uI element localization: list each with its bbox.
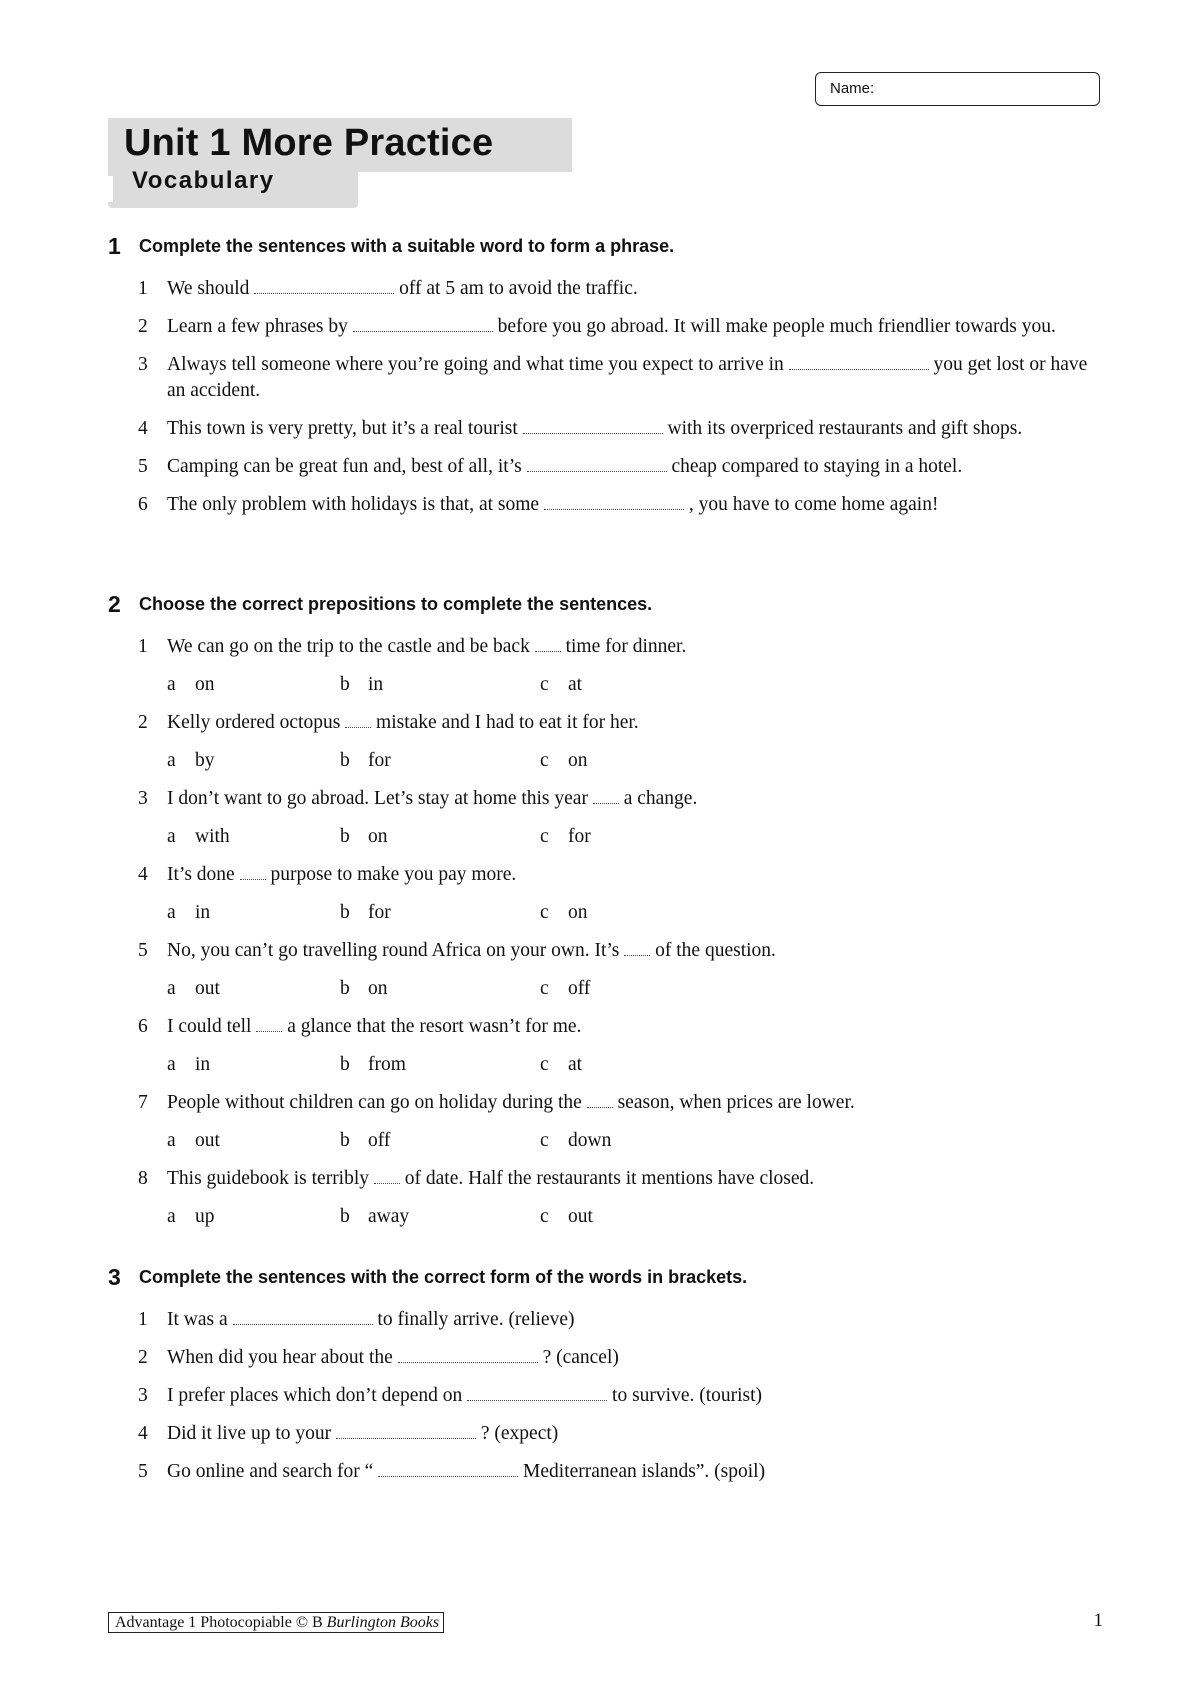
question-text: ? (cancel): [542, 1347, 619, 1368]
question-item: [108, 1383, 1108, 1409]
question-text: This town is very pretty, but it’s a real tourist: [167, 418, 518, 439]
question-text: Did it live up to your: [167, 1423, 332, 1444]
option-b[interactable]: b on: [340, 826, 388, 847]
question-text: to survive. (tourist): [612, 1385, 763, 1406]
answer-options: [108, 900, 1108, 926]
question-text: to finally arrive. (relieve): [377, 1309, 575, 1330]
exercise-2: [108, 591, 1108, 1230]
question-number: 1: [138, 278, 148, 299]
question-number: 5: [138, 456, 148, 477]
answer-gap[interactable]: [256, 1014, 282, 1032]
answer-gap[interactable]: [374, 1166, 400, 1184]
question-text: We should: [167, 278, 250, 299]
question-item: [108, 276, 1108, 302]
question-text: with its overpriced restaurants and gift shops.: [667, 418, 1023, 439]
question-text: , you have to come home again!: [688, 494, 939, 515]
question-text: Mediterranean islands”. (spoil): [523, 1461, 766, 1482]
answer-gap[interactable]: [535, 634, 561, 652]
question-number: 3: [138, 1385, 148, 1406]
exercise-instruction: Complete the sentences with a suitable word to form a phrase.: [139, 236, 675, 256]
exercise-instruction: Choose the correct prepositions to complete the sentences.: [139, 594, 653, 614]
question-number: 3: [138, 788, 148, 809]
option-c[interactable]: c down: [540, 1130, 612, 1151]
question-item: [108, 634, 1108, 660]
question-text: This guidebook is terribly: [167, 1168, 370, 1189]
answer-gap[interactable]: [345, 710, 371, 728]
answer-options: [108, 976, 1108, 1002]
answer-gap[interactable]: [398, 1345, 538, 1363]
question-number: 3: [138, 354, 148, 375]
question-number: 8: [138, 1168, 148, 1189]
exercise-number: 3: [108, 1264, 121, 1290]
answer-gap[interactable]: [789, 352, 929, 370]
publisher-logo-mark: B: [312, 1614, 323, 1631]
question-text: I could tell: [167, 1016, 252, 1037]
question-text: off at 5 am to avoid the traffic.: [399, 278, 638, 299]
question-item: [108, 1166, 1108, 1192]
name-field[interactable]: [815, 72, 1100, 106]
option-c[interactable]: c for: [540, 826, 591, 847]
question-item: [108, 1307, 1108, 1333]
exercise-heading: [108, 233, 1108, 266]
question-number: 2: [138, 1347, 148, 1368]
question-number: 6: [138, 1016, 148, 1037]
question-text: Learn a few phrases by: [167, 316, 348, 337]
question-number: 5: [138, 940, 148, 961]
question-text: It’s done: [167, 864, 235, 885]
answer-gap[interactable]: [378, 1459, 518, 1477]
option-b[interactable]: b from: [340, 1054, 406, 1075]
option-b[interactable]: b for: [340, 902, 391, 923]
answer-options: [108, 672, 1108, 698]
answer-options: [108, 1052, 1108, 1078]
answer-gap[interactable]: [527, 454, 667, 472]
option-a[interactable]: a out: [167, 1130, 220, 1151]
question-text: Always tell someone where you’re going and what time you expect to arrive in: [167, 354, 784, 375]
answer-gap[interactable]: [523, 416, 663, 434]
question-number: 5: [138, 1461, 148, 1482]
question-item: [108, 862, 1108, 888]
page-number: 1: [1093, 1610, 1103, 1631]
question-text: We can go on the trip to the castle and be back: [167, 636, 530, 657]
question-item: [108, 786, 1108, 812]
question-text: a change.: [623, 788, 698, 809]
question-number: 4: [138, 1423, 148, 1444]
subtitle-bar: [108, 176, 113, 202]
copyright-text: Advantage 1 Photocopiable ©: [115, 1614, 312, 1631]
question-item: [108, 1345, 1108, 1371]
question-text: time for dinner.: [565, 636, 687, 657]
question-text: before you go abroad. It will make people much friendlier towards you.: [497, 316, 1056, 337]
answer-gap[interactable]: [240, 862, 266, 880]
question-text: of the question.: [655, 940, 776, 961]
publisher-name: Burlington Books: [326, 1614, 440, 1631]
page-title: Unit 1 More Practice: [124, 122, 494, 164]
answer-gap[interactable]: [254, 276, 394, 294]
exercise-heading: [108, 591, 1108, 624]
option-c[interactable]: c out: [540, 1206, 593, 1227]
answer-gap[interactable]: [544, 492, 684, 510]
question-number: 1: [138, 1309, 148, 1330]
question-text: Camping can be great fun and, best of all, it’s: [167, 456, 522, 477]
option-a[interactable]: a in: [167, 1054, 211, 1075]
question-text: a glance that the resort wasn’t for me.: [287, 1016, 582, 1037]
option-c[interactable]: c off: [540, 978, 591, 999]
question-item: [108, 352, 1108, 404]
question-text: I prefer places which don’t depend on: [167, 1385, 463, 1406]
question-number: 7: [138, 1092, 148, 1113]
question-item: [108, 1459, 1108, 1485]
answer-gap[interactable]: [233, 1307, 373, 1325]
exercise-3: [108, 1264, 1108, 1485]
exercise-1: [108, 233, 1108, 518]
option-a[interactable]: a in: [167, 902, 211, 923]
question-item: [108, 1421, 1108, 1447]
exercise-instruction: Complete the sentences with the correct form of the words in brackets.: [139, 1267, 748, 1287]
question-text: purpose to make you pay more.: [270, 864, 517, 885]
question-text: I don’t want to go abroad. Let’s stay at home this year: [167, 788, 588, 809]
answer-gap[interactable]: [353, 314, 493, 332]
answer-gap[interactable]: [624, 938, 650, 956]
option-b[interactable]: b in: [340, 674, 384, 695]
question-text: The only problem with holidays is that, at some: [167, 494, 540, 515]
question-number: 6: [138, 494, 148, 515]
question-item: [108, 314, 1108, 340]
question-number: 4: [138, 864, 148, 885]
option-c[interactable]: c at: [540, 1054, 583, 1075]
question-text: Go online and search for “: [167, 1461, 374, 1482]
option-c[interactable]: c at: [540, 674, 583, 695]
question-number: 1: [138, 636, 148, 657]
question-text: Kelly ordered octopus: [167, 712, 341, 733]
exercise-number: 2: [108, 591, 121, 617]
question-item: [108, 454, 1108, 480]
question-text: When did you hear about the: [167, 1347, 393, 1368]
question-item: [108, 710, 1108, 736]
option-b[interactable]: b off: [340, 1130, 391, 1151]
option-c[interactable]: c on: [540, 750, 588, 771]
answer-options: [108, 748, 1108, 774]
option-a[interactable]: a on: [167, 674, 215, 695]
question-item: [108, 492, 1108, 518]
option-b[interactable]: b for: [340, 750, 391, 771]
option-a[interactable]: a with: [167, 826, 230, 847]
exercise-number: 1: [108, 233, 121, 259]
question-text: It was a: [167, 1309, 228, 1330]
answer-gap[interactable]: [467, 1383, 607, 1401]
answer-gap[interactable]: [336, 1421, 476, 1439]
name-label: Name:: [830, 80, 875, 97]
answer-options: [108, 1128, 1108, 1154]
question-item: [108, 1090, 1108, 1116]
question-text: No, you can’t go travelling round Africa on your own. It’s: [167, 940, 620, 961]
exercise-heading: [108, 1264, 1108, 1297]
section-subtitle: Vocabulary: [132, 167, 275, 194]
question-text: mistake and I had to eat it for her.: [376, 712, 639, 733]
answer-gap[interactable]: [593, 786, 619, 804]
question-text: cheap compared to staying in a hotel.: [671, 456, 963, 477]
question-text: of date. Half the restaurants it mentions have closed.: [404, 1168, 815, 1189]
option-b[interactable]: b away: [340, 1206, 410, 1227]
question-item: [108, 938, 1108, 964]
question-text: season, when prices are lower.: [617, 1092, 855, 1113]
answer-options: [108, 1204, 1108, 1230]
question-item: [108, 1014, 1108, 1040]
question-item: [108, 416, 1108, 442]
question-number: 4: [138, 418, 148, 439]
question-text: ? (expect): [480, 1423, 559, 1444]
answer-gap[interactable]: [587, 1090, 613, 1108]
question-text: you get lost or have an accident.: [167, 354, 1088, 401]
question-text: People without children can go on holiday during the: [167, 1092, 582, 1113]
answer-options: [108, 824, 1108, 850]
question-number: 2: [138, 316, 148, 337]
option-a[interactable]: a out: [167, 978, 220, 999]
option-a[interactable]: a up: [167, 1206, 215, 1227]
copyright-footer: [108, 1612, 444, 1633]
option-c[interactable]: c on: [540, 902, 588, 923]
option-a[interactable]: a by: [167, 750, 215, 771]
option-b[interactable]: b on: [340, 978, 388, 999]
question-number: 2: [138, 712, 148, 733]
